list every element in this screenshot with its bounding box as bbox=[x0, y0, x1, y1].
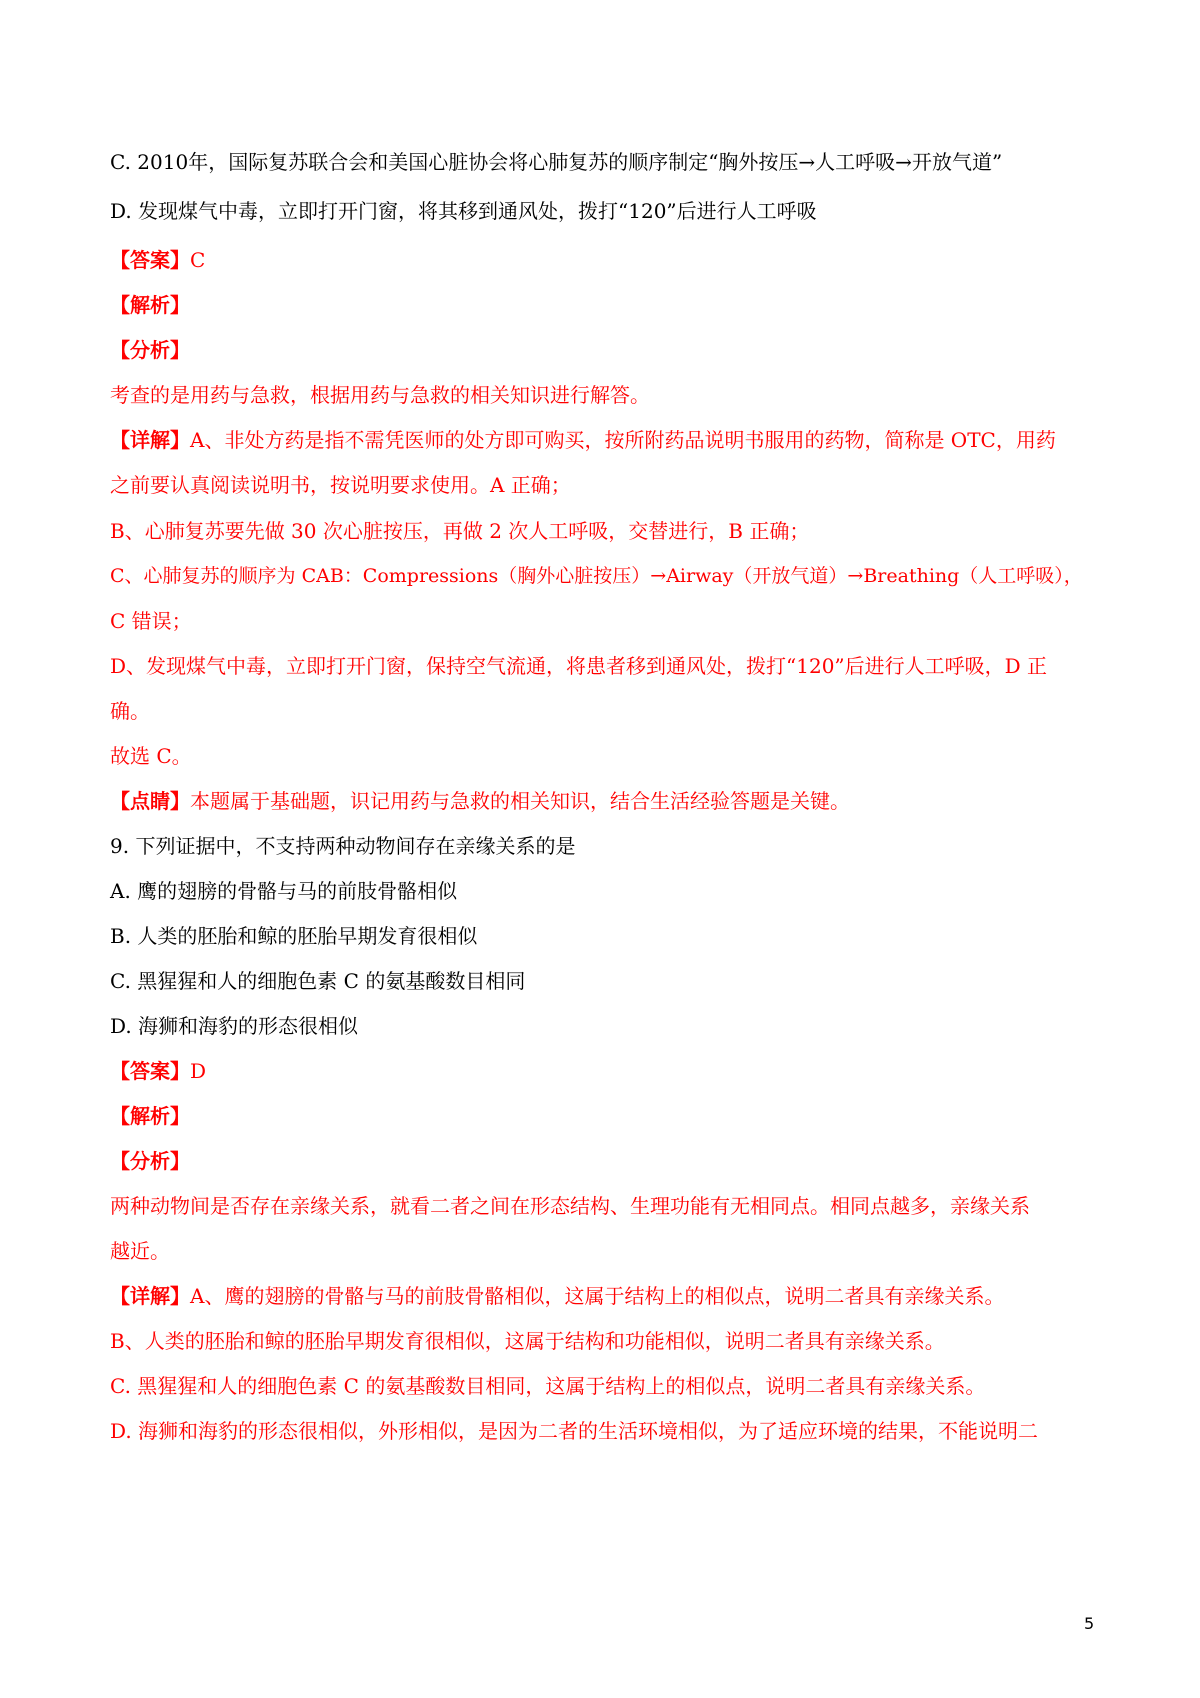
q8-jiexi bbox=[110, 291, 1100, 319]
detail-label: 【详解】 bbox=[110, 428, 190, 452]
dianjing-label: 【点睛】 bbox=[110, 789, 190, 813]
q9-detail-b: B、人类的胚胎和鲸的胚胎早期发育很相似，这属于结构和功能相似，说明二者具有亲缘关系。 bbox=[110, 1329, 945, 1353]
fenxi-label: 【分析】 bbox=[110, 338, 190, 362]
dianjing-text: 本题属于基础题，识记用药与急救的相关知识，结合生活经验答题是关键。 bbox=[190, 789, 850, 813]
q9-fenxi bbox=[110, 1147, 1100, 1175]
q9-fenxi-1: 两种动物间是否存在亲缘关系，就看二者之间在形态结构、生理功能有无相同点。相同点越多，亲缘关系 bbox=[110, 1194, 1030, 1218]
q9-detail-c: C. 黑猩猩和人的细胞色素 C 的氨基酸数目相同，这属于结构上的相似点，说明二者具有亲缘关系。 bbox=[110, 1374, 986, 1398]
q9-jiexi bbox=[110, 1102, 1100, 1130]
q8-detail-c-1: C、心肺复苏的顺序为 CAB：Compressions（胸外心脏按压）→Airway（开放气道）→Breathing（人工呼吸）， bbox=[110, 565, 1083, 587]
detail-text: A、非处方药是指不需凭医师的处方即可购买，按所附药品说明书服用的药物，简称是 OTC，用药 bbox=[190, 428, 1056, 452]
answer-label: 【答案】 bbox=[110, 1059, 190, 1083]
q9-option-a: A. 鹰的翅膀的骨骼与马的前肢骨骼相似 bbox=[110, 879, 458, 903]
q8-choose: 故选 C。 bbox=[110, 744, 192, 768]
q8-detail-a-2: 之前要认真阅读说明书，按说明要求使用。A 正确； bbox=[110, 473, 571, 497]
q9-option-b: B. 人类的胚胎和鲸的胚胎早期发育很相似 bbox=[110, 924, 478, 948]
q8-detail-b: B、心肺复苏要先做 30 次心脏按压，再做 2 次人工呼吸，交替进行，B 正确； bbox=[110, 519, 810, 543]
q8-detail-c-2: C 错误； bbox=[110, 609, 192, 633]
fenxi-label: 【分析】 bbox=[110, 1149, 190, 1173]
q9-option-d: D. 海狮和海豹的形态很相似 bbox=[110, 1014, 359, 1038]
detail-text: A、鹰的翅膀的骨骼与马的前肢骨骼相似，这属于结构上的相似点，说明二者具有亲缘关系。 bbox=[190, 1284, 1005, 1308]
q8-option-c: C. 2010年，国际复苏联合会和美国心脏协会将心肺复苏的顺序制定“胸外按压→人工呼吸→开放气道” bbox=[110, 150, 1003, 174]
q9-stem: 9. 下列证据中，不支持两种动物间存在亲缘关系的是 bbox=[110, 834, 576, 858]
jiexi-label: 【解析】 bbox=[110, 1104, 190, 1128]
q9-detail-a bbox=[110, 1282, 1100, 1310]
q8-answer bbox=[110, 246, 1100, 274]
q8-fenxi-text: 考查的是用药与急救，根据用药与急救的相关知识进行解答。 bbox=[110, 383, 650, 407]
q8-option-d: D. 发现煤气中毒，立即打开门窗，将其移到通风处，拨打“120”后进行人工呼吸 bbox=[110, 199, 817, 223]
q9-option-c: C. 黑猩猩和人的细胞色素 C 的氨基酸数目相同 bbox=[110, 969, 526, 993]
page-number: 5 bbox=[1084, 1614, 1095, 1633]
q8-detail-a-1 bbox=[110, 426, 1100, 454]
q9-fenxi-2: 越近。 bbox=[110, 1239, 170, 1263]
answer-value: D bbox=[190, 1059, 207, 1083]
q9-detail-d: D. 海狮和海豹的形态很相似，外形相似，是因为二者的生活环境相似，为了适应环境的结果，不能说明二 bbox=[110, 1419, 1039, 1443]
answer-label: 【答案】 bbox=[110, 248, 190, 272]
q8-fenxi bbox=[110, 336, 1100, 364]
q8-detail-d-1: D、发现煤气中毒，立即打开门窗，保持空气流通，将患者移到通风处，拨打“120”后进行人工呼吸，D 正 bbox=[110, 654, 1048, 678]
q9-answer bbox=[110, 1057, 1100, 1085]
q8-dianjing bbox=[110, 787, 1100, 815]
q8-detail-d-2: 确。 bbox=[110, 699, 150, 723]
detail-label: 【详解】 bbox=[110, 1284, 190, 1308]
jiexi-label: 【解析】 bbox=[110, 293, 190, 317]
answer-value: C bbox=[190, 248, 206, 272]
